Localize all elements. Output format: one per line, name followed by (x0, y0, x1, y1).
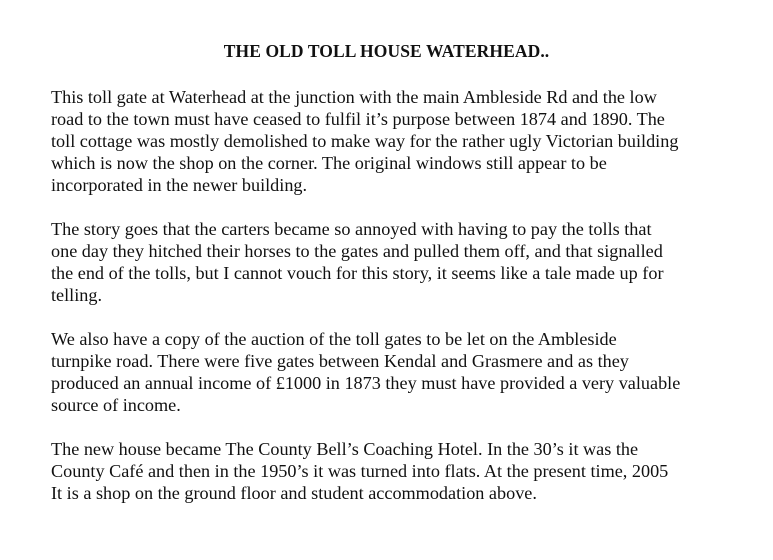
paragraph-4-line-1: The new house became The County Bell’s Coaching Hotel. In the 30’s it was the (51, 439, 639, 459)
paragraph-1-line-2: road to the town must have ceased to fulfil it’s purpose between 1874 and 1890. The (51, 109, 665, 129)
paragraph-1-line-3: toll cottage was mostly demolished to make way for the rather ugly Victorian building (51, 131, 679, 151)
paragraph-3-line-2: turnpike road. There were five gates between Kendal and Grasmere and as they (51, 351, 629, 371)
paragraph-2-line-3: the end of the tolls, but I cannot vouch for this story, it seems like a tale made up for (51, 263, 664, 283)
paragraph-3-line-4: source of income. (51, 395, 181, 415)
paragraph-3-line-3: produced an annual income of £1000 in 1873 they must have provided a very valuable (51, 373, 681, 393)
paragraph-2-line-2: one day they hitched their horses to the gates and pulled them off, and that signalled (51, 241, 663, 261)
paragraph-2-line-1: The story goes that the carters became so annoyed with having to pay the tolls that (51, 219, 652, 239)
paragraph-1-line-5: incorporated in the newer building. (51, 175, 308, 195)
paragraph-1-line-1: This toll gate at Waterhead at the junction with the main Ambleside Rd and the low (51, 87, 657, 107)
paragraph-4-line-2: County Café and then in the 1950’s it was turned into flats. At the present time, 2005 (51, 461, 669, 481)
paragraph-3-line-1: We also have a copy of the auction of the toll gates to be let on the Ambleside (51, 329, 617, 349)
paragraph-4-line-3: It is a shop on the ground floor and student accommodation above. (51, 483, 537, 503)
page-title: THE OLD TOLL HOUSE WATERHEAD.. (223, 41, 550, 61)
paragraph-1-line-4: which is now the shop on the corner. The original windows still appear to be (51, 153, 607, 173)
paragraph-2-line-4: telling. (51, 285, 103, 305)
